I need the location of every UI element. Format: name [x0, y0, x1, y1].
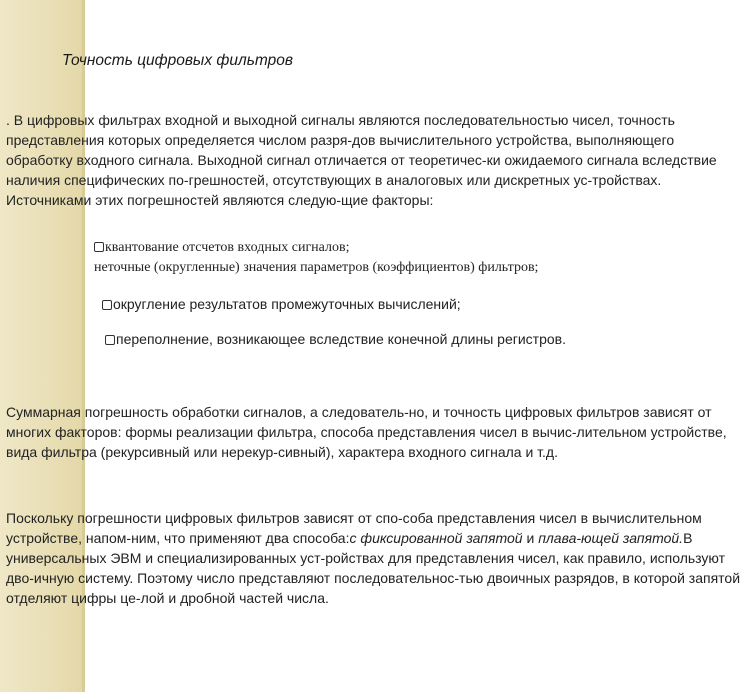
italic-term-floating-point: плава-ющей запятой.: [538, 530, 684, 546]
intro-paragraph: . В цифровых фильтрах входной и выходной сигналы являются последовательностью чисел, точность представления которых определяется числом разря-дов вычислительного устройства, выполняющего обработку входного сигнала. Выходной сигнал отличается от теоретичес-ки ожидаемого сигнала вследствие наличия специфических по-грешностей, отсутствующих в аналоговых или дискретных ус-тройствах. Источниками этих погрешностей являются следую-щие факторы:: [6, 112, 717, 208]
checkbox-bullet-icon: [102, 300, 112, 310]
summary-paragraph: Суммарная погрешность обработки сигналов, а следователь-но, и точность цифровых фильтров зависят от многих факторов: формы реализации фильтра, способа представления чисел в вычис-лительном устройстве, вида фильтра (рекурсивный или нерекур-сивный), характера входного сигнала и т.д.: [6, 404, 727, 460]
list-item-text: округление результатов промежуточных вычислений;: [113, 296, 461, 312]
list-item: [94, 239, 350, 257]
list-item: [105, 330, 566, 348]
number-representation-paragraph: [6, 508, 744, 608]
page-title: Точность цифровых фильтров: [62, 52, 293, 69]
list-item-text: переполнение, возникающее вследствие конечной длины регистров.: [116, 331, 566, 347]
italic-term-fixed-point: с фиксированной запятой: [349, 530, 523, 546]
list-item-text: неточные (округленные) значения параметров (коэффициентов) фильтров;: [94, 260, 539, 275]
paragraph-text: Поскольку погрешности цифровых фильтров зависят от спо-соба представления чисел в вычислительном устройстве, напом-ним, что применяют два способа:: [6, 510, 702, 546]
paragraph-text: и: [522, 530, 539, 546]
list-item-text: квантование отсчетов входных сигналов;: [105, 240, 350, 255]
checkbox-bullet-icon: [94, 242, 104, 252]
list-item: [102, 295, 461, 313]
paragraph-text: В универсальных ЭВМ и специализированных уст-ройствах для представления чисел, как правило, используют дво-ичную систему. Поэтому число представляют последовательнос-тью двоичных разрядов, в которой запятой отделяют цифры це-лой и дробной частей числа.: [6, 530, 741, 606]
list-item: [94, 259, 538, 277]
checkbox-bullet-icon: [105, 335, 115, 345]
